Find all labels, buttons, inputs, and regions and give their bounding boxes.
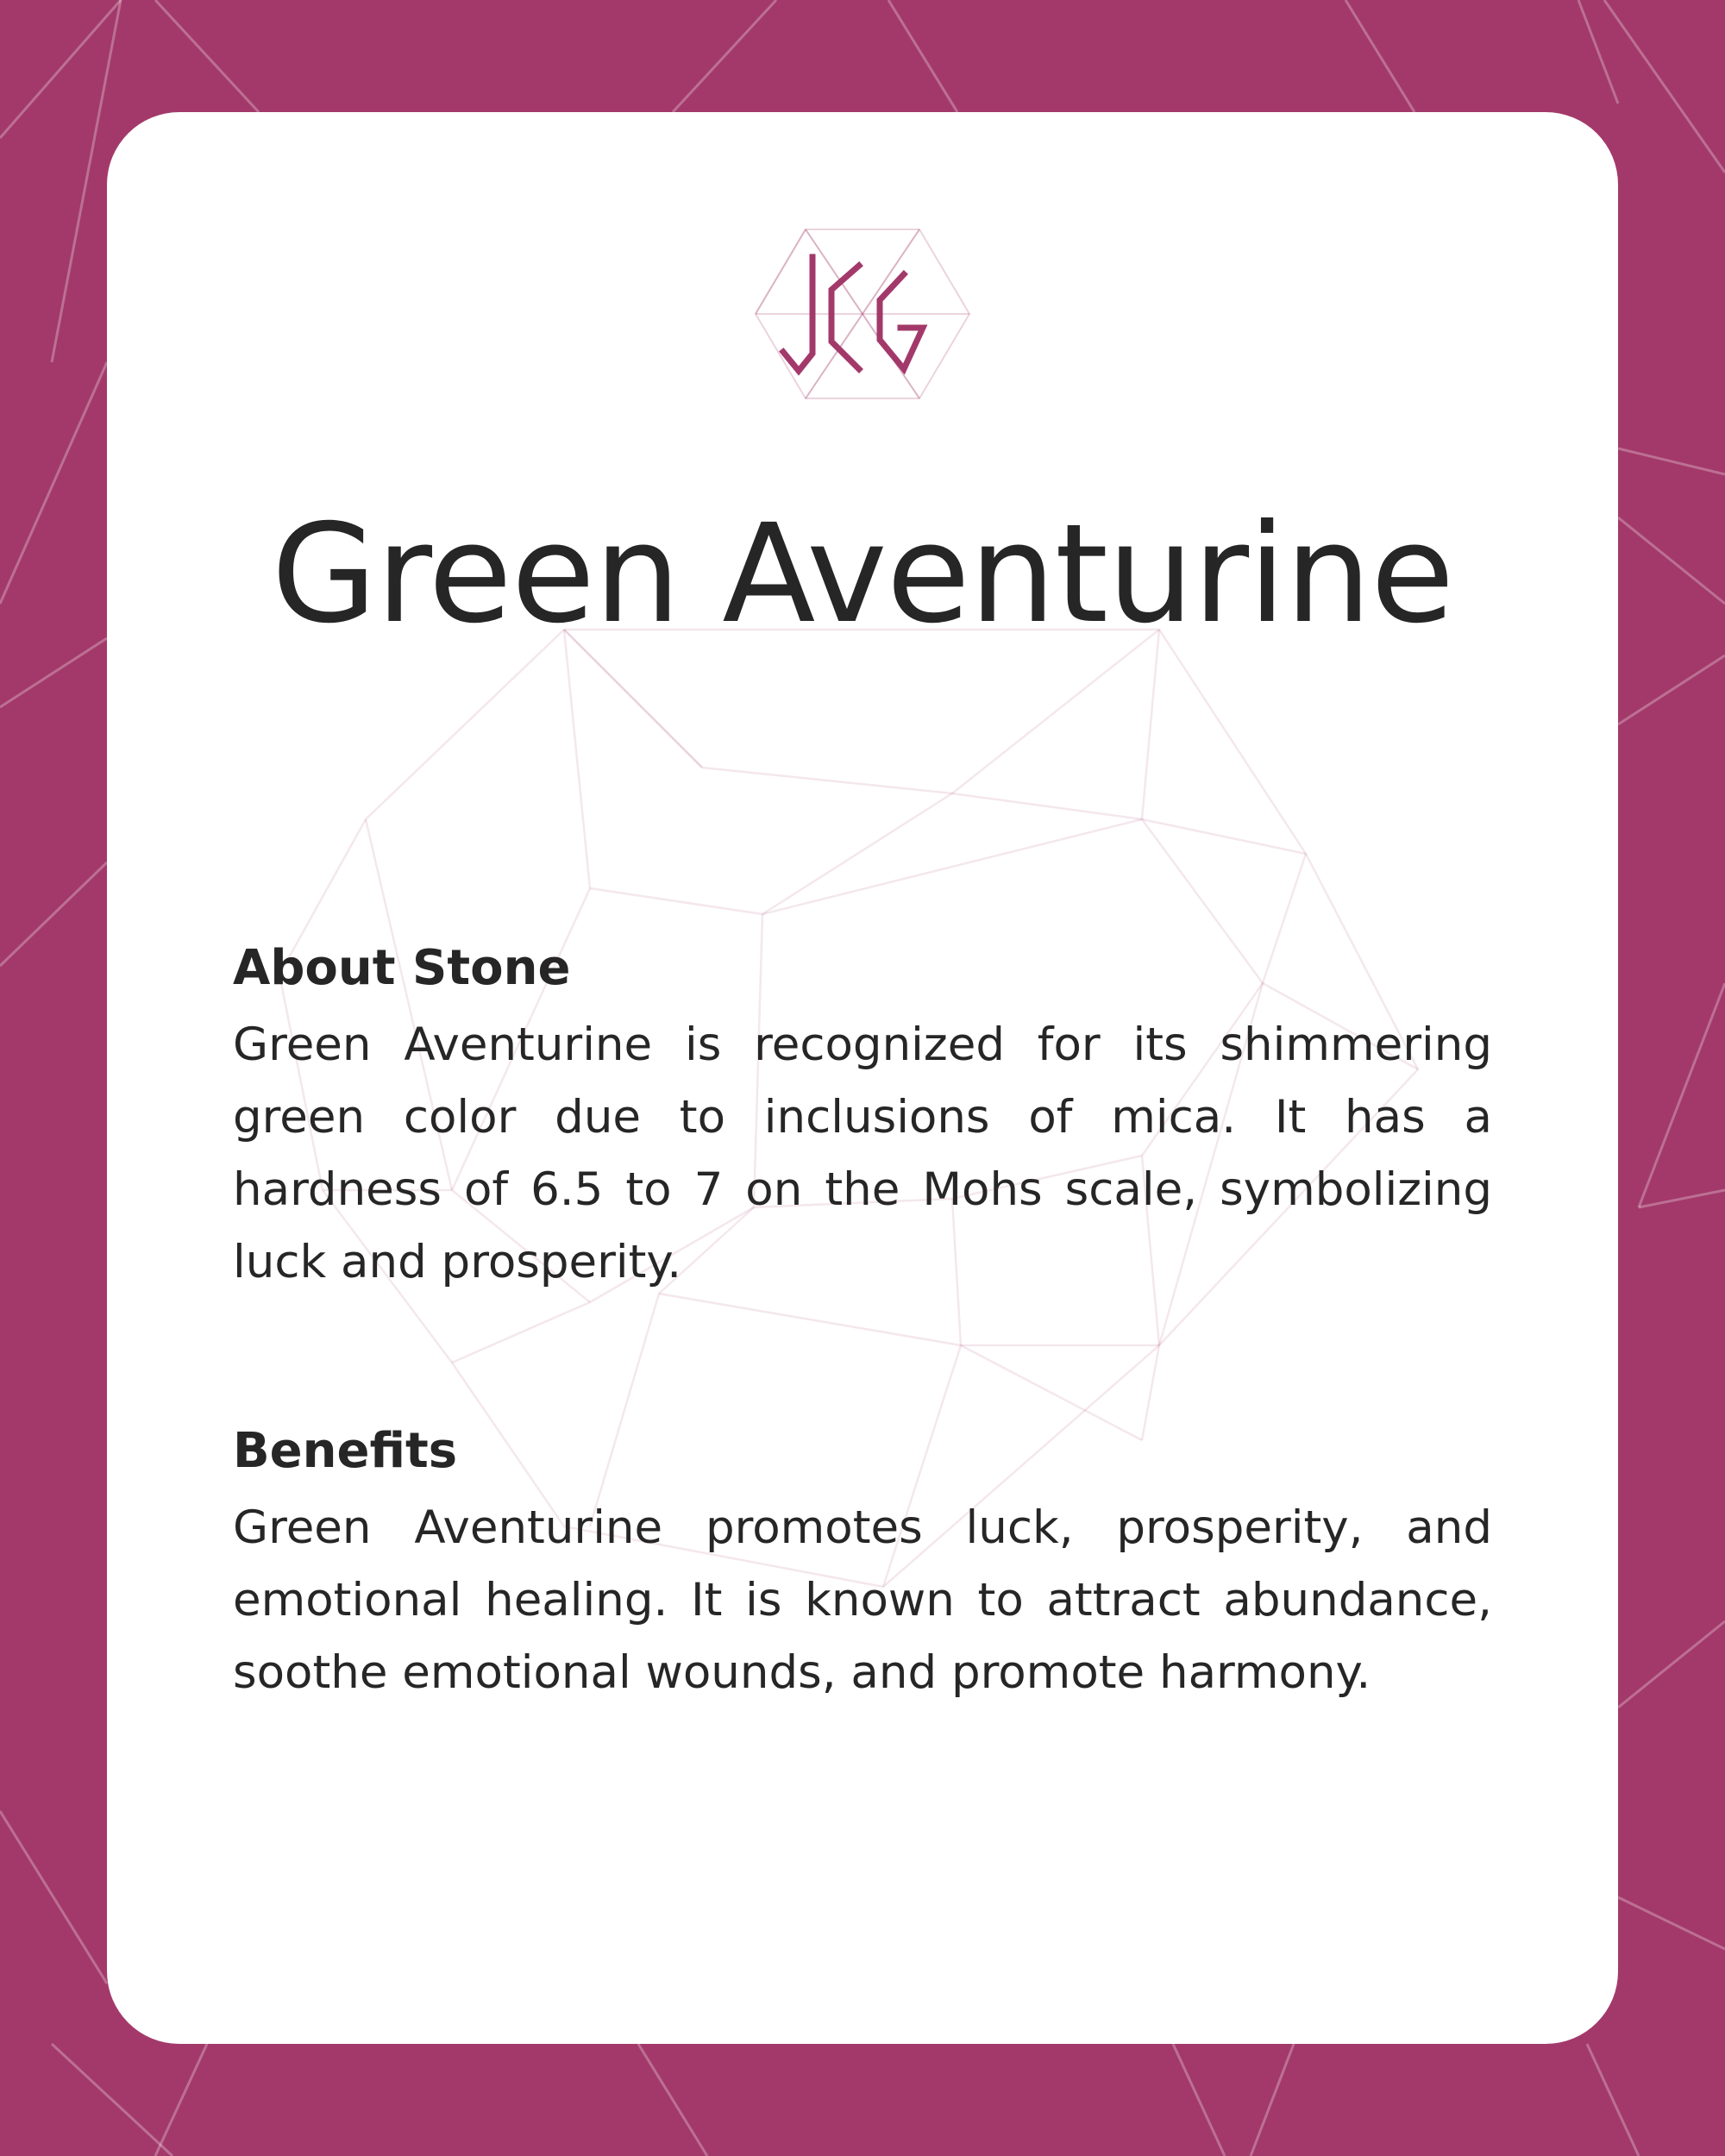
page-title: Green Aventurine	[271, 495, 1454, 654]
benefits-section	[233, 1418, 1492, 1709]
info-card	[107, 112, 1618, 2044]
about-heading: About Stone	[233, 940, 571, 996]
benefits-body: Green Aventurine promotes luck, prosperity, and emotional healing. It is known to attract abundance, soothe emotional wounds, and promote harmony.	[233, 1501, 1492, 1699]
benefits-heading: Benefits	[233, 1423, 458, 1479]
about-body: Green Aventurine is recognized for its shimmering green color due to inclusions of mica. It has a hardness of 6.5 to 7 on the Mohs scale, symbolizing luck and prosperity.	[233, 1018, 1492, 1288]
jcg-monogram-logo	[752, 228, 973, 400]
about-section	[233, 935, 1492, 1299]
